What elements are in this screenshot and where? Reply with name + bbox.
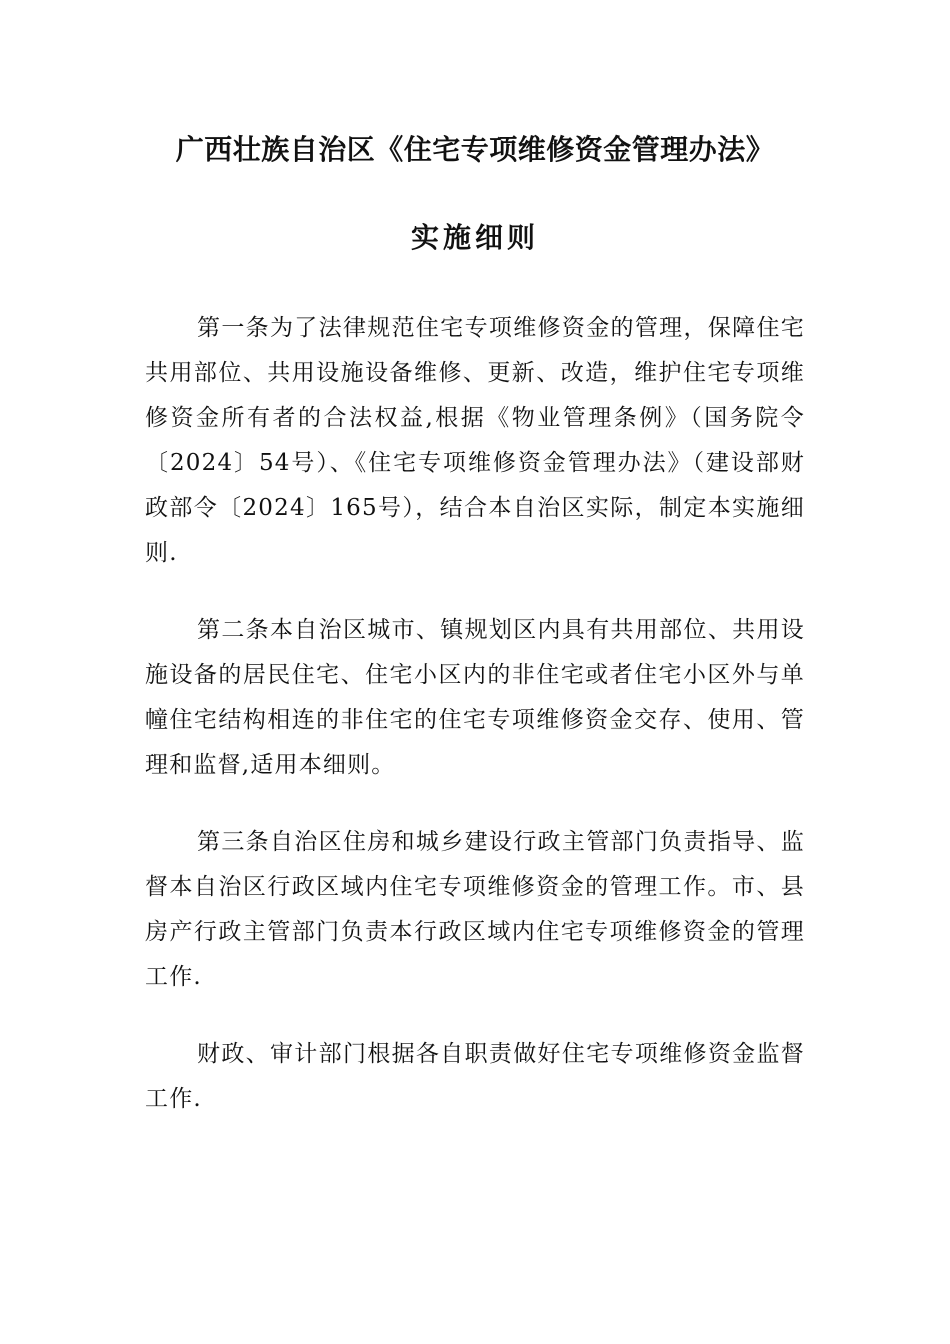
document-subtitle: 实施细则 <box>410 221 539 254</box>
document-body <box>145 306 805 1154</box>
document-title: 广西壮族自治区《住宅专项维修资金管理办法》 <box>175 133 775 166</box>
article-2-paragraph: 第二条本自治区城市、镇规划区内具有共用部位、共用设施设备的居民住宅、住宅小区内的非住宅或者住宅小区外与单幢住宅结构相连的非住宅的住宅专项维修资金交存、使用、管理和监督,适用本细则。 <box>145 617 805 778</box>
article-3-supplement-paragraph: 财政、审计部门根据各自职责做好住宅专项维修资金监督工作. <box>145 1041 805 1112</box>
article-3-paragraph: 第三条自治区住房和城乡建设行政主管部门负责指导、监督本自治区行政区域内住宅专项维修资金的管理工作。市、县房产行政主管部门负责本行政区域内住宅专项维修资金的管理工作. <box>145 829 805 990</box>
article-1-paragraph: 第一条为了法律规范住宅专项维修资金的管理，保障住宅共用部位、共用设施设备维修、更新、改造，维护住宅专项维修资金所有者的合法权益,根据《物业管理条例》（国务院令〔2024〕54号）、《住宅专项维修资金管理办法》（建设部财政部令〔2024〕165号），结合本自治区实际，制定本实施细则. <box>145 315 805 566</box>
